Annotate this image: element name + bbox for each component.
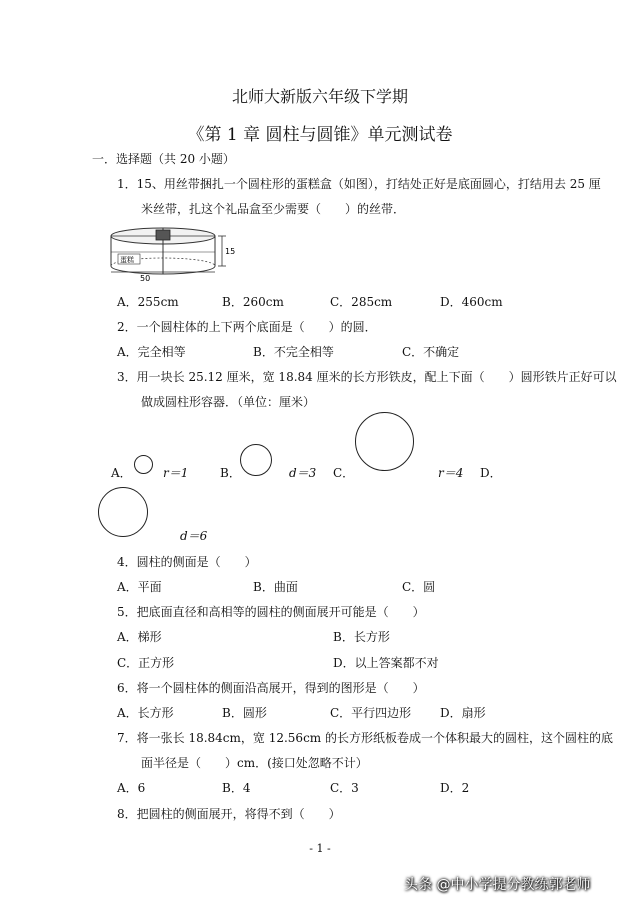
question-8: 8．把圆柱的侧面展开，将得不到（ ） — [117, 807, 341, 821]
q5-option-c: C．正方形 — [117, 656, 175, 670]
q6-option-d: D．扇形 — [440, 706, 486, 720]
q3-circle-d-label: d＝6 — [180, 529, 208, 543]
question-7-line-2: 面半径是（ ）cm．(接口处忽略不计） — [141, 756, 368, 770]
question-2: 2．一个圆柱体的上下两个底面是（ ）的圆． — [117, 320, 377, 334]
q4-option-a: A．平面 — [117, 580, 162, 594]
q7-option-d: D．2 — [440, 781, 470, 795]
q6-option-b: B．圆形 — [222, 706, 267, 720]
q3-circle-c-label: r＝4 — [438, 466, 464, 480]
q4-option-b: B．曲面 — [253, 580, 298, 594]
question-6: 6．将一个圆柱体的侧面沿高展开，得到的图形是（ ） — [117, 681, 425, 695]
q7-option-b: B．4 — [222, 781, 251, 795]
q2-option-b: B．不完全相等 — [253, 345, 334, 359]
q3-option-c: C． — [333, 466, 355, 480]
q3-circle-a-label: r＝1 — [163, 466, 189, 480]
q3-option-d: D． — [480, 466, 502, 480]
q1-option-c: C．285cm — [330, 295, 393, 309]
question-1-line-2: 米丝带，扎这个礼品盒至少需要（ ）的丝带． — [141, 202, 406, 216]
q3-option-b: B． — [220, 466, 241, 480]
document-subtitle: 《第 1 章 圆柱与圆锥》单元测试卷 — [187, 125, 453, 145]
q5-option-d: D．以上答案都不对 — [333, 656, 439, 670]
q2-option-a: A．完全相等 — [117, 345, 186, 359]
question-3-line-1: 3．用一块长 25.12 厘米，宽 18.84 厘米的长方形铁皮，配上下面（ ）圆形铁片正好可以 — [117, 370, 617, 384]
question-7-line-1: 7．将一张长 18.84cm，宽 12.56cm 的长方形纸板卷成一个体积最大的圆柱，这个圆柱的底 — [117, 731, 613, 745]
q7-option-c: C．3 — [330, 781, 359, 795]
circle-a — [134, 455, 153, 474]
circle-b — [240, 444, 272, 476]
figure-label-cake: 蛋糕 — [120, 256, 134, 264]
q7-option-a: A．6 — [117, 781, 146, 795]
watermark: 头条 @中小学提分教练郭老师 — [404, 877, 591, 893]
q1-option-a: A．255cm — [117, 295, 179, 309]
section-heading: 一．选择题（共 20 小题） — [92, 152, 235, 166]
question-1-line-1: 1．15、用丝带捆扎一个圆柱形的蛋糕盒（如图），打结处正好是底面圆心，打结用去 25 厘 — [117, 177, 601, 191]
figure-label-width: 50 — [140, 274, 151, 282]
q3-circle-b-label: d＝3 — [289, 466, 317, 480]
page-number: - 1 - — [309, 842, 331, 855]
question-4: 4．圆柱的侧面是（ ） — [117, 555, 257, 569]
question-3-line-2: 做成圆柱形容器．（单位：厘米） — [141, 395, 316, 409]
q5-option-a: A．梯形 — [117, 630, 162, 644]
q3-option-a: A． — [111, 466, 132, 480]
circle-c — [355, 412, 414, 471]
cake-box-figure — [106, 222, 246, 282]
q6-option-a: A．长方形 — [117, 706, 174, 720]
circle-d — [98, 487, 148, 537]
q2-option-c: C．不确定 — [402, 345, 460, 359]
q1-option-b: B．260cm — [222, 295, 284, 309]
figure-label-height: 15 — [225, 247, 236, 256]
q6-option-c: C．平行四边形 — [330, 706, 412, 720]
q5-option-b: B．长方形 — [333, 630, 390, 644]
question-5: 5．把底面直径和高相等的圆柱的侧面展开可能是（ ） — [117, 605, 425, 619]
document-title: 北师大新版六年级下学期 — [231, 87, 408, 106]
q4-option-c: C．圆 — [402, 580, 436, 594]
q1-option-d: D．460cm — [440, 295, 503, 309]
